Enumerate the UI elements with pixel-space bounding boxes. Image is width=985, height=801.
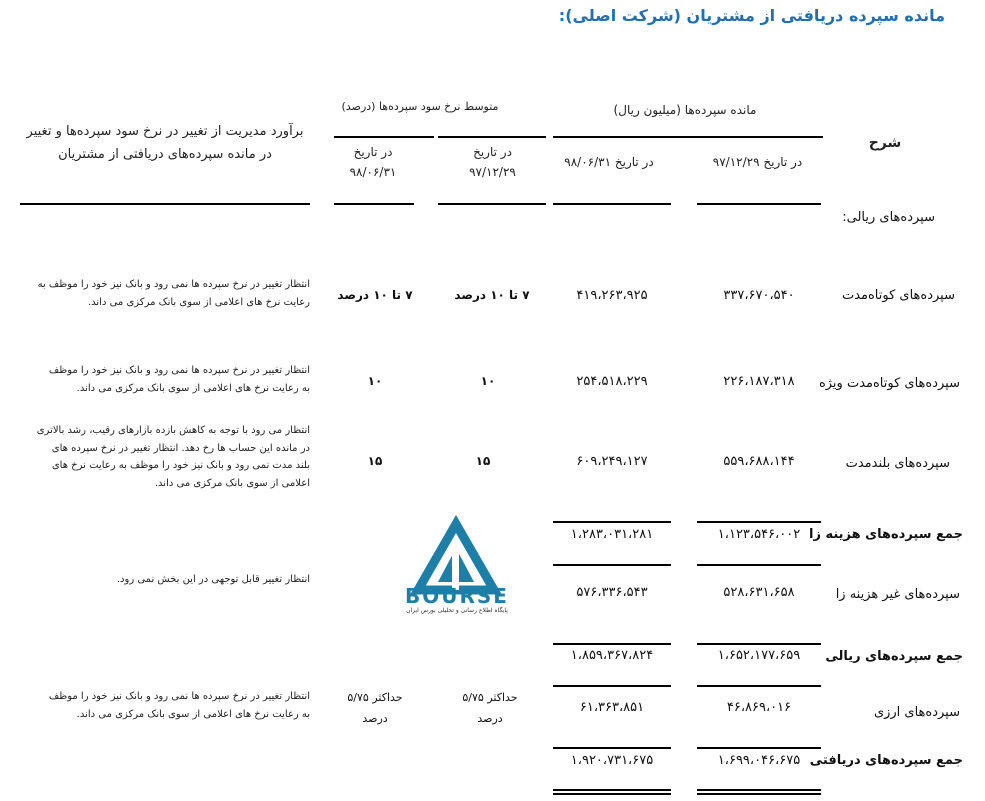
row-long-rate-971229: ۱۵ — [475, 454, 491, 468]
row-fx-rate-980631 — [330, 688, 420, 730]
row-special-rate-980631: ۱۰ — [367, 374, 383, 388]
row-noncost-980631: ۵۷۶،۳۳۶،۵۴۳ — [576, 585, 648, 600]
rule-total-received-top-980631 — [553, 747, 671, 749]
header-estimate — [20, 120, 310, 167]
row-fx-label: سپرده‌های ارزی — [873, 705, 960, 720]
bourse-logo-text: BOURSE — [405, 584, 509, 608]
row-total-rial-label: جمع سپرده‌های ریالی — [825, 649, 963, 664]
rule-header-980631 — [553, 203, 671, 205]
row-fx-desc-l1: انتظار تغییر در نرخ سپرده ها نمی رود و بانک نیز خود را موظف — [48, 691, 310, 702]
bourse-logo — [398, 512, 516, 622]
row-total-cost-980631: ۱،۲۸۳،۰۳۱،۲۸۱ — [570, 527, 654, 542]
header-rate-971229-l1: در تاریخ — [473, 145, 512, 159]
row-fx-rate-980631-l1: حداکثر ۵/۷۵ — [347, 691, 403, 704]
rule-total-rial-bottom-980631 — [553, 685, 671, 687]
row-noncost-label: سپرده‌های غیر هزینه زا — [835, 587, 960, 602]
row-long-desc-l3: بلند مدت نمی رود و بانک نیز خود را موظف به رعایت نرخ های — [51, 460, 310, 471]
bourse-logo-subtitle: پایگاه اطلاع رسانی و تحلیلی بورس ایران — [406, 607, 508, 614]
row-fx-desc — [20, 688, 310, 723]
rule-balance-group — [553, 136, 823, 138]
rule-header-estimate — [20, 203, 310, 205]
rule-total-received-double2-971229 — [697, 793, 821, 795]
section-rial-label: سپرده‌های ریالی: — [842, 210, 935, 225]
header-rate-980631-l1: در تاریخ — [353, 145, 393, 159]
rule-total-cost-bottom-980631 — [553, 564, 671, 566]
rule-total-cost-bottom-971229 — [697, 564, 821, 566]
row-fx-rate-971229-l2: درصد — [477, 711, 503, 725]
row-total-rial-971229: ۱،۶۵۲،۱۷۷،۶۵۹ — [717, 648, 801, 663]
row-fx-rate-971229-l1: حداکثر ۵/۷۵ — [462, 691, 518, 704]
row-special-971229: ۲۲۶،۱۸۷،۳۱۸ — [723, 374, 795, 389]
row-long-label: سپرده‌های بلندمدت — [845, 456, 950, 471]
row-noncost-desc — [20, 571, 310, 589]
row-long-desc-l4: اعلامی از سوی بانک مرکزی می داند. — [154, 477, 310, 489]
row-short-desc-l2: رعایت نرخ های اعلامی از سوی بانک مرکزی می داند. — [87, 296, 310, 308]
row-total-cost-971229: ۱،۱۲۳،۵۴۶،۰۰۲ — [717, 527, 801, 542]
row-total-received-980631: ۱،۹۲۰،۷۳۱،۶۷۵ — [570, 753, 654, 768]
row-total-rial-980631: ۱،۸۵۹،۳۶۷،۸۲۴ — [570, 648, 654, 663]
row-special-rate-971229: ۱۰ — [480, 374, 496, 388]
rule-header-971229 — [697, 203, 821, 205]
row-short-desc-l1: انتظار تغییر در نرخ سپرده ها نمی رود و بانک نیز خود را موظف به — [37, 279, 310, 290]
row-noncost-971229: ۵۲۸،۶۳۱،۶۵۸ — [723, 585, 795, 600]
row-special-label: سپرده‌های کوتاه‌مدت ویژه — [818, 376, 960, 391]
row-long-desc-l1: انتظار می رود با توجه به کاهش بازده بازارهای رقیب، رشد بالاتری — [36, 425, 310, 436]
row-total-cost-label: جمع سپرده‌های هزینه زا — [809, 527, 963, 542]
row-long-rate-980631: ۱۵ — [367, 454, 383, 468]
rule-header-rate-971229 — [438, 203, 546, 205]
header-sharh: شرح — [868, 135, 902, 151]
row-total-received-971229: ۱،۶۹۹،۰۴۶،۶۷۵ — [717, 753, 801, 768]
header-col-971229: در تاریخ ۹۷/۱۲/۲۹ — [712, 155, 803, 169]
rule-total-cost-top-980631 — [553, 521, 671, 523]
row-long-desc — [20, 422, 310, 492]
header-estimate-line1: برآورد مدیریت از تغییر در نرخ سود سپرده‌ها و تغییر — [26, 124, 304, 139]
rule-total-received-top-971229 — [697, 747, 821, 749]
row-short-rate-971229: ۷ تا ۱۰ درصد — [454, 288, 530, 302]
row-fx-rate-980631-l2: درصد — [362, 711, 388, 725]
header-estimate-line2: در مانده سپرده‌های دریافتی از مشتریان — [58, 147, 272, 163]
header-rate-980631-l2: ۹۸/۰۶/۳۱ — [349, 165, 397, 180]
row-short-label: سپرده‌های کوتاه‌مدت — [841, 288, 955, 303]
row-fx-rate-971229 — [445, 688, 535, 730]
row-special-980631: ۲۵۴،۵۱۸،۲۲۹ — [576, 374, 648, 389]
row-long-971229: ۵۵۹،۶۸۸،۱۴۴ — [723, 454, 795, 469]
row-short-desc — [20, 276, 310, 311]
rule-total-rial-top-980631 — [553, 643, 671, 645]
rule-total-received-double1-971229 — [697, 789, 821, 791]
row-fx-desc-l2: به رعایت نرخ های اعلامی از سوی بانک مرکزی می داند. — [76, 708, 310, 720]
header-rate-980631 — [333, 142, 413, 183]
row-special-desc-l1: انتظار تغییر در نرخ سپرده ها نمی رود و بانک نیز خود را موظف — [48, 365, 310, 376]
row-special-desc-l2: به رعایت نرخ های اعلامی از سوی بانک مرکزی می داند. — [76, 382, 310, 394]
rule-total-received-double2-980631 — [553, 793, 671, 795]
rule-header-rate-980631 — [334, 203, 414, 205]
page-title: مانده سپرده دریافتی از مشتریان (شرکت اصلی): — [558, 6, 945, 25]
row-short-971229: ۳۳۷،۶۷۰،۵۴۰ — [723, 288, 795, 303]
header-balance-group: مانده سپرده‌ها (میلیون ریال) — [613, 103, 757, 117]
header-col-980631: در تاریخ ۹۸/۰۶/۳۱ — [564, 155, 654, 169]
header-rate-group: متوسط نرخ سود سپرده‌ها (درصد) — [341, 100, 499, 113]
header-rate-971229-l2: ۹۷/۱۲/۲۹ — [469, 165, 516, 180]
row-fx-971229: ۴۶،۸۶۹،۰۱۶ — [726, 700, 792, 715]
row-short-rate-980631: ۷ تا ۱۰ درصد — [337, 288, 413, 302]
rule-total-cost-top-971229 — [697, 521, 821, 523]
row-total-received-label: جمع سپرده‌های دریافتی — [809, 753, 963, 768]
row-noncost-desc-l1: انتظار تغییر قابل توجهی در این بخش نمی رود. — [116, 574, 310, 585]
row-long-980631: ۶۰۹،۲۴۹،۱۲۷ — [576, 454, 648, 469]
row-long-desc-l2: در مانده این حساب ها رخ دهد. انتظار تغییر در نرخ سپرده های — [51, 442, 310, 454]
row-short-980631: ۴۱۹،۲۶۳،۹۲۵ — [576, 288, 648, 303]
rule-total-rial-bottom-971229 — [697, 685, 821, 687]
row-special-desc — [20, 362, 310, 397]
rule-total-rial-top-971229 — [697, 643, 821, 645]
header-rate-971229 — [440, 142, 545, 183]
rule-rate-group-left — [334, 136, 434, 138]
row-fx-980631: ۶۱،۳۶۳،۸۵۱ — [579, 700, 645, 715]
rule-total-received-double1-980631 — [553, 789, 671, 791]
rule-rate-group-right — [438, 136, 546, 138]
